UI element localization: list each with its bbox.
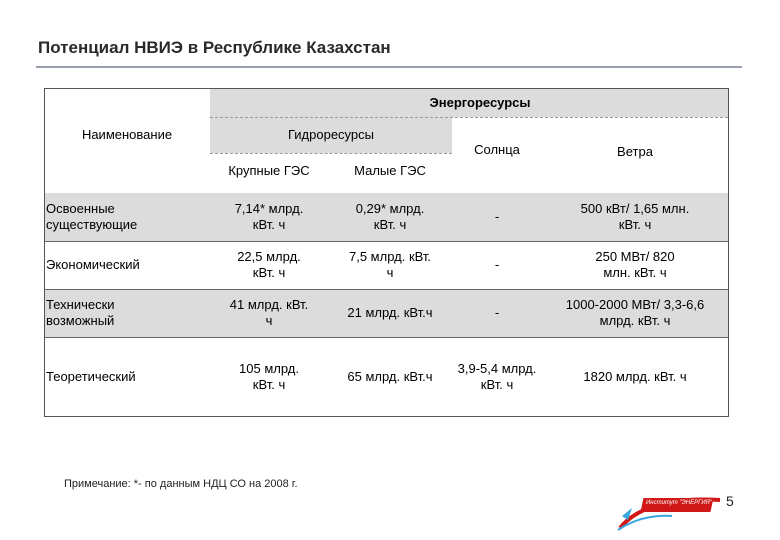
title-divider [36,66,742,68]
row-1-wind: 500 кВт/ 1,65 млн. кВт. ч [580,201,690,232]
hydro-header: Гидроресурсы [287,127,374,142]
page-number: 5 [726,493,734,509]
small-hpp-header: Малые ГЭС [354,163,426,178]
row-1-small: 0,29* млрд. кВт. ч [355,201,425,232]
institute-logo [616,486,728,532]
logo-text: Институт "ЭНЕРГИЯ" [646,500,712,506]
row-3-small: 21 млрд. кВт.ч [347,305,433,320]
row-2-large: 22,5 млрд. кВт. ч [237,249,301,280]
row-4-large: 105 млрд. кВт. ч [239,361,299,392]
row-2-wind: 250 МВт/ 820 млн. кВт. ч [595,249,675,280]
row-3-wind: 1000-2000 МВт/ 3,3-6,6 млрд. кВт. ч [565,297,705,328]
row-1-solar: - [494,209,500,224]
row-4-small: 65 млрд. кВт.ч [347,369,433,384]
row-1-large: 7,14* млрд. кВт. ч [234,201,304,232]
row-2-small: 7,5 млрд. кВт. ч [349,249,431,280]
row-3-large: 41 млрд. кВт. ч [229,297,309,328]
page-title: Потенциал НВИЭ в Республике Казахстан [38,38,391,57]
row-1-name: Освоенные существующие [46,201,138,232]
row-3-name: Технически возможный [46,297,115,328]
row-4-name: Теоретический [46,369,136,384]
large-hpp-header: Крупные ГЭС [228,163,310,178]
name-header: Наименование [81,127,173,142]
row-2-name: Экономический [46,257,140,272]
energy-header: Энергоресурсы [429,95,531,110]
row-4-solar: 3,9-5,4 млрд. кВт. ч [457,361,537,392]
row-4-wind: 1820 млрд. кВт. ч [583,369,687,384]
footnote: Примечание: *- по данным НДЦ СО на 2008 г. [64,478,298,490]
wind-header: Ветра [617,144,653,159]
logo-graphic [616,486,728,532]
row-2-solar: - [494,257,500,272]
solar-header: Солнца [474,142,520,157]
row-3-solar: - [494,305,500,320]
